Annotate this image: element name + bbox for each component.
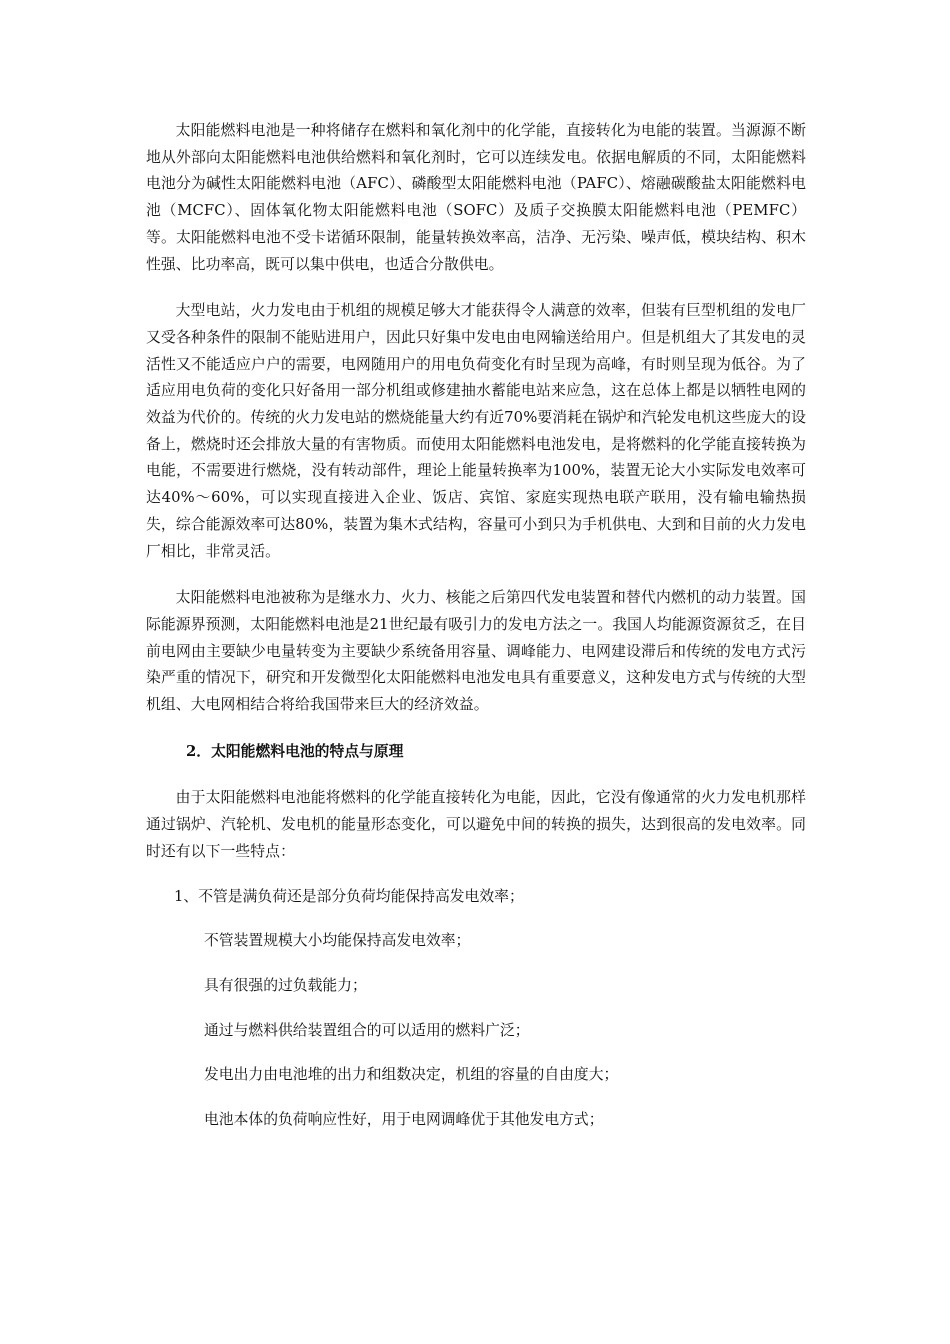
paragraph-gap: [146, 719, 806, 739]
feature-item: 具有很强的过负载能力；: [204, 976, 367, 994]
feature-item: 通过与燃料供给装置组合的可以适用的燃料广泛；: [204, 1021, 530, 1039]
document-page: [146, 118, 806, 1134]
paragraph-gap: [146, 866, 806, 884]
paragraph-gap: [146, 1000, 806, 1018]
paragraph-gap: [146, 278, 806, 298]
paragraph-gap: [146, 565, 806, 585]
section-heading: 2．太阳能燃料电池的特点与原理: [186, 742, 404, 760]
paragraph-gap: [146, 910, 806, 928]
paragraph-fourth-generation: 太阳能燃料电池被称为是继水力、火力、核能之后第四代发电装置和替代内燃机的动力装置。国际能源界预测，太阳能燃料电池是21世纪最有吸引力的发电方法之一。我国人均能源资源贫乏，在目前电网由主要缺少电量转变为主要缺少系统备用容量、调峰能力、电网建设滞后和传统的发电方式污染严重的情况下，研究和开发微型化太阳能燃料电池发电具有重要意义，这种发电方式与传统的大型机组、大电网相结合将给我国带来巨大的经济效益。: [146, 589, 806, 714]
paragraph-power-station: 大型电站，火力发电由于机组的规模足够大才能获得令人满意的效率，但装有巨型机组的发电厂又受各种条件的限制不能贴进用户，因此只好集中发电由电网输送给用户。但是机组大了其发电的灵活性又不能适应户户的需要，电网随用户的用电负荷变化有时呈现为高峰，有时则呈现为低谷。为了适应用电负荷的变化只好备用一部分机组或修建抽水蓄能电站来应急，这在总体上都是以牺牲电网的效益为代价的。传统的火力发电站的燃烧能量大约有近70%要消耗在锅炉和汽轮发电机这些庞大的设备上，燃烧时还会排放大量的有害物质。而使用太阳能燃料电池发电，是将燃料的化学能直接转换为电能，不需要进行燃烧，没有转动部件，理论上能量转换率为100%，装置无论大小实际发电效率可达40%～60%，可以实现直接进入企业、饭店、宾馆、家庭实现热电联产联用，没有输电输热损失，综合能源效率可达80%，装置为集木式结构，容量可小到只为手机供电、大到和目前的火力发电厂相比，非常灵活。: [146, 302, 806, 560]
feature-item: 电池本体的负荷响应性好，用于电网调峰优于其他发电方式；: [204, 1111, 604, 1129]
paragraph-gap: [146, 955, 806, 973]
paragraph-intro: 太阳能燃料电池是一种将储存在燃料和氧化剂中的化学能，直接转化为电能的装置。当源源不断地从外部向太阳能燃料电池供给燃料和氧化剂时，它可以连续发电。依据电解质的不同，太阳能燃料电池分为碱性太阳能燃料电池（AFC）、磷酸型太阳能燃料电池（PAFC）、熔融碳酸盐太阳能燃料电池（MCFC）、固体氧化物太阳能燃料电池（SOFC）及质子交换膜太阳能燃料电池（PEMFC）等。太阳能燃料电池不受卡诺循环限制，能量转换效率高，洁净、无污染、噪声低，模块结构、积木性强、比功率高，既可以集中供电，也适合分散供电。: [146, 122, 806, 273]
paragraph-gap: [146, 1044, 806, 1062]
paragraph-gap: [146, 1089, 806, 1107]
section-intro: 由于太阳能燃料电池能将燃料的化学能直接转化为电能，因此，它没有像通常的火力发电机那样通过锅炉、汽轮机、发电机的能量形态变化，可以避免中间的转换的损失，达到很高的发电效率。同时还有以下一些特点：: [146, 789, 806, 860]
paragraph-gap: [146, 765, 806, 785]
feature-item: 发电出力由电池堆的出力和组数决定，机组的容量的自由度大；: [204, 1066, 619, 1084]
feature-item: 1、不管是满负荷还是部分负荷均能保持高发电效率；: [174, 887, 524, 905]
feature-item: 不管装置规模大小均能保持高发电效率；: [204, 932, 471, 950]
